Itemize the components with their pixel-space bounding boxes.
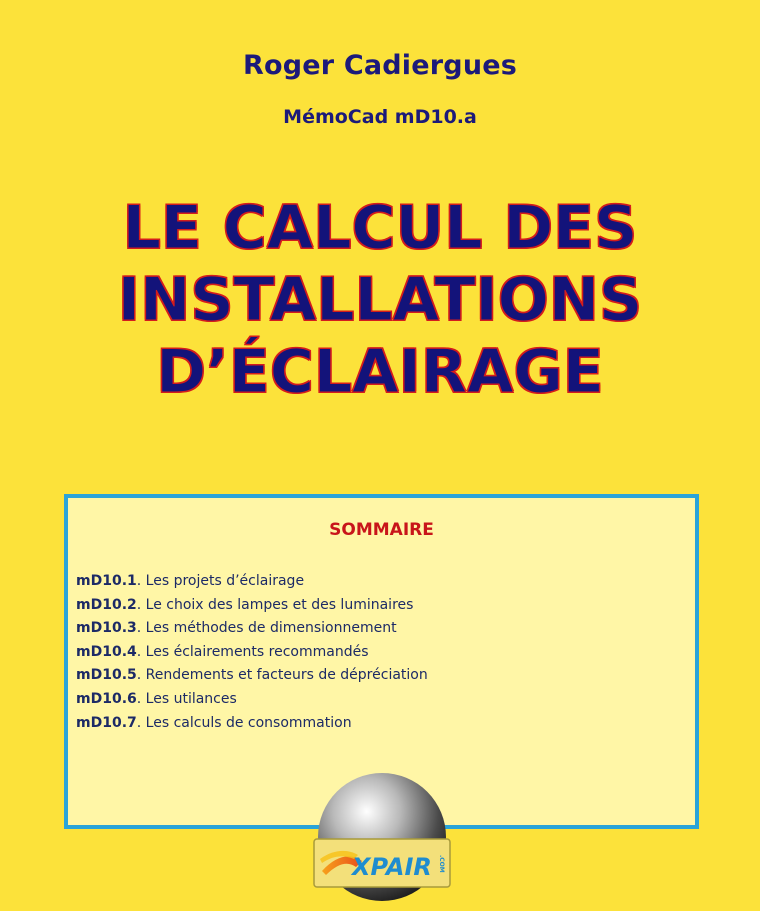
toc-item-text: . Les méthodes de dimensionnement [136,620,397,637]
toc-item-code: mD10.6 [76,690,137,707]
document-title [0,192,760,408]
toc-item[interactable] [76,641,428,665]
toc-item[interactable] [76,712,428,736]
toc-item[interactable] [76,570,428,594]
toc-item-text: . Les projets d’éclairage [136,573,305,589]
toc-list [76,570,428,735]
toc-item-code: mD10.7 [76,714,137,731]
logo-text: XPAIR [352,853,432,881]
toc-item-code: mD10.4 [76,643,137,660]
document-reference: MémoCad mD10.a [283,106,477,128]
toc-item[interactable] [76,688,428,712]
toc-item[interactable] [76,664,428,688]
author-name: Roger Cadiergues [242,50,518,81]
toc-heading: SOMMAIRE [329,520,434,540]
toc-item[interactable] [76,617,428,641]
toc-item-text: . Les éclairements recommandés [136,643,369,660]
title-line: LE CALCUL DES [122,193,638,263]
toc-item[interactable] [76,594,428,618]
toc-item-code: mD10.5 [76,667,137,684]
toc-item-text: . Le choix des lampes et des luminaires [136,596,414,613]
toc-item-code: mD10.1 [76,573,137,589]
toc-item-code: mD10.2 [76,596,137,613]
toc-item-text: . Les utilances [136,690,237,707]
logo-suffix: .COM [438,855,445,873]
xpair-logo[interactable] [312,771,452,911]
title-line: D’ÉCLAIRAGE [156,337,604,407]
toc-item-code: mD10.3 [76,620,137,637]
toc-item-text: . Rendements et facteurs de dépréciation [136,667,428,684]
toc-item-text: . Les calculs de consommation [136,714,352,731]
title-line: INSTALLATIONS [117,265,643,335]
